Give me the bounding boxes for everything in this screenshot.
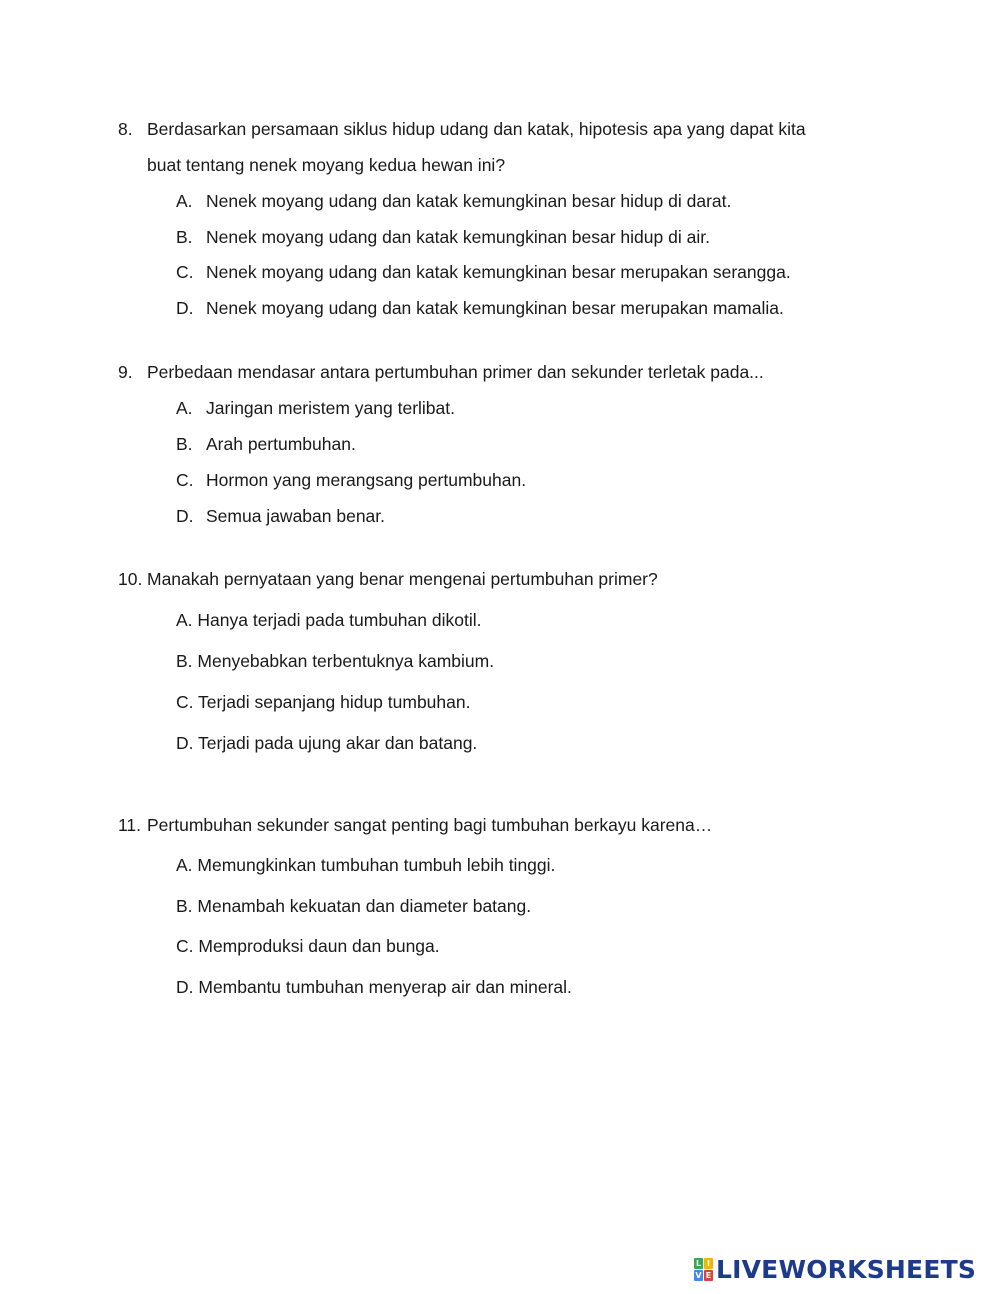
question-number: 10. xyxy=(118,569,143,589)
logo-mark-l: L xyxy=(695,1258,702,1268)
question-text: Perbedaan mendasar antara pertumbuhan primer dan sekunder terletak pada... xyxy=(147,362,764,382)
question-text: buat tentang nenek moyang kedua hewan ini? xyxy=(147,155,506,175)
option-letter: B. xyxy=(176,227,193,247)
option-letter: D. xyxy=(176,298,194,318)
option-text: Jaringan meristem yang terlibat. xyxy=(206,398,455,418)
question-number: 11. xyxy=(118,815,142,835)
option-letter: C. xyxy=(176,262,194,282)
logo-mark-e: E xyxy=(705,1270,712,1280)
question-text: Manakah pernyataan yang benar mengenai pertumbuhan primer? xyxy=(147,569,658,589)
question-number: 8. xyxy=(118,119,133,139)
liveworksheets-logo xyxy=(694,1256,976,1282)
logo-mark-v: V xyxy=(695,1270,702,1280)
option-b[interactable]: B. Menambah kekuatan dan diameter batang. xyxy=(176,896,532,916)
option-text: Nenek moyang udang dan katak kemungkinan besar hidup di air. xyxy=(206,227,710,247)
question-number: 9. xyxy=(118,362,133,382)
option-c[interactable]: C. Memproduksi daun dan bunga. xyxy=(176,936,440,956)
option-text: Nenek moyang udang dan katak kemungkinan besar hidup di darat. xyxy=(206,191,732,211)
option-text: Hormon yang merangsang pertumbuhan. xyxy=(206,470,527,490)
option-letter: C. xyxy=(176,470,194,490)
option-text: Nenek moyang udang dan katak kemungkinan besar merupakan serangga. xyxy=(206,262,791,282)
option-text: Arah pertumbuhan. xyxy=(206,434,356,454)
logo-text: LIVEWORKSHEETS xyxy=(716,1254,977,1284)
option-d[interactable]: D. Terjadi pada ujung akar dan batang. xyxy=(176,733,478,753)
option-letter: B. xyxy=(176,434,193,454)
option-text: Semua jawaban benar. xyxy=(206,506,386,526)
option-a[interactable]: A. Hanya terjadi pada tumbuhan dikotil. xyxy=(176,610,482,630)
option-c[interactable]: C. Terjadi sepanjang hidup tumbuhan. xyxy=(176,692,471,712)
option-d[interactable]: D. Membantu tumbuhan menyerap air dan mineral. xyxy=(176,977,572,997)
option-a[interactable]: A. Memungkinkan tumbuhan tumbuh lebih tinggi. xyxy=(176,855,556,875)
option-letter: A. xyxy=(176,398,193,418)
option-b[interactable]: B. Menyebabkan terbentuknya kambium. xyxy=(176,651,495,671)
option-letter: A. xyxy=(176,191,193,211)
liveworksheets-logo-icon xyxy=(694,1258,713,1281)
question-text: Berdasarkan persamaan siklus hidup udang dan katak, hipotesis apa yang dapat kita xyxy=(147,119,806,139)
option-text: Nenek moyang udang dan katak kemungkinan besar merupakan mamalia. xyxy=(206,298,784,318)
option-letter: D. xyxy=(176,506,194,526)
question-text: Pertumbuhan sekunder sangat penting bagi tumbuhan berkayu karena… xyxy=(147,815,713,835)
logo-mark-i: I xyxy=(704,1258,713,1269)
